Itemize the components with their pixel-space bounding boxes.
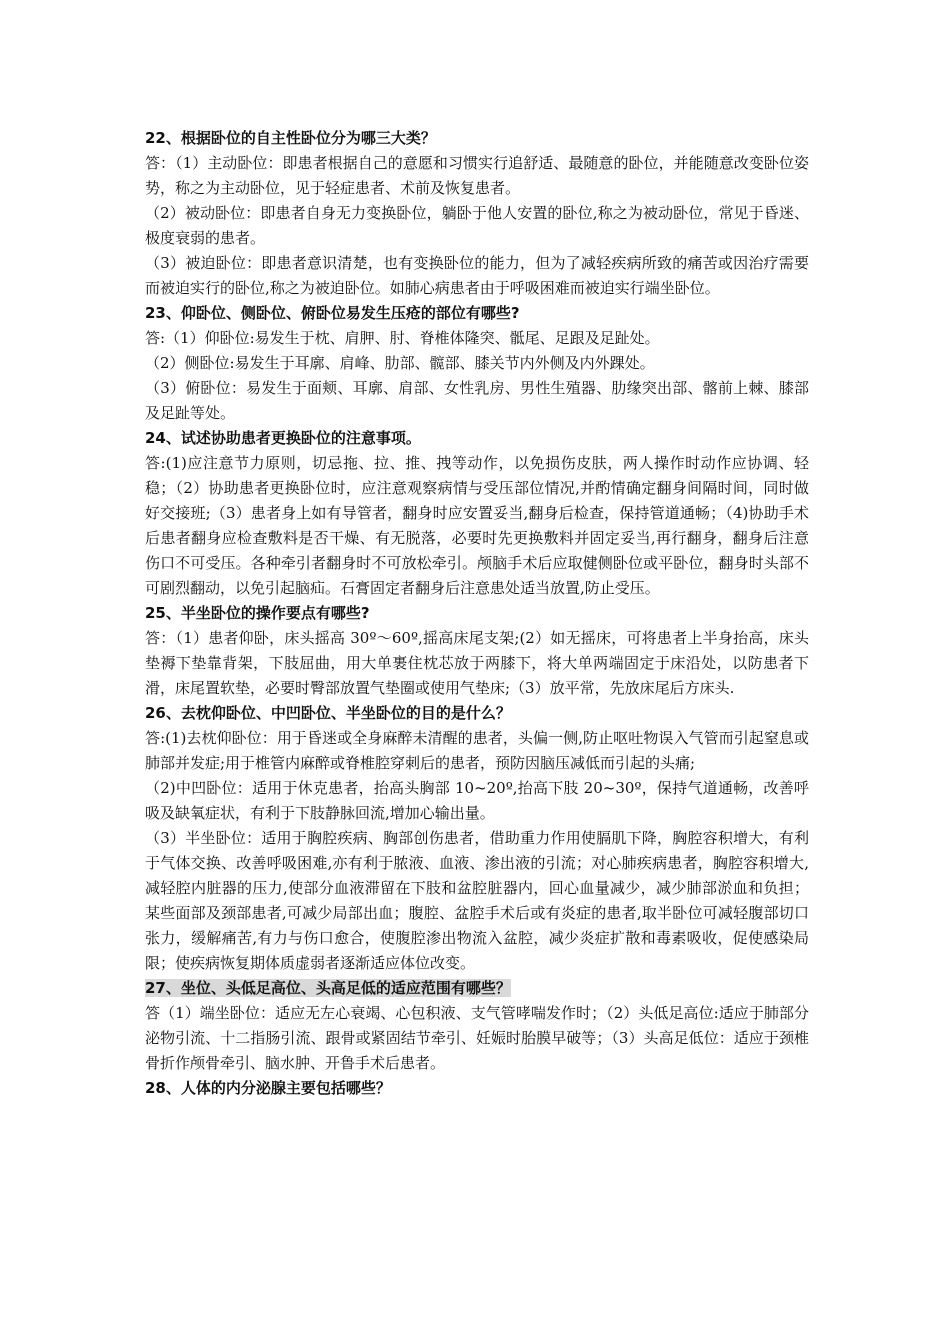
document-page [145, 126, 809, 1101]
answer-paragraph: （3）半坐卧位：适用于胸腔疾病、胸部创伤患者，借助重力作用使膈肌下降，胸腔容积增大，有利于气体交换、改善呼吸困难,亦有利于脓液、血液、渗出液的引流；对心肺疾病患者，胸腔容积增大,减轻腔内脏器的压力,使部分血液滞留在下肢和盆腔脏器内，回心血量减少，减少肺部淤血和负担；某些面部及颈部患者,可减少局部出血；腹腔、盆腔手术后或有炎症的患者,取半卧位可减轻腹部切口张力，缓解痛苦,有力与伤口愈合，使腹腔渗出物流入盆腔，减少炎症扩散和毒素吸收，促使感染局限；使疾病恢复期体质虚弱者逐渐适应体位改变。 [145, 829, 809, 972]
answer-paragraph: （2)中凹卧位：适用于休克患者，抬高头胸部 10~20º,抬高下肢 20~30º，保持气道通畅，改善呼吸及缺氧症状，有利于下肢静脉回流,增加心输出量。 [145, 779, 809, 822]
answer-paragraph: 答:(1)应注意节力原则，切忌拖、拉、推、拽等动作，以免损伤皮肤，两人操作时动作应协调、轻稳；（2）协助患者更换卧位时，应注意观察病情与受压部位情况,并酌情确定翻身间隔时间，同时做好交接班;（3）患者身上如有导管者，翻身时应安置妥当,翻身后检查，保持管道通畅；（4)协助手术后患者翻身应检查敷料是否干燥、有无脱落，必要时先更换敷料并固定妥当,再行翻身，翻身后注意伤口不可受压。各种牵引者翻身时不可放松牵引。颅脑手术后应取健侧卧位或平卧位，翻身时头部不可剧烈翻动，以免引起脑疝。石膏固定者翻身后注意患处适当放置,防止受压。 [145, 454, 809, 597]
question-28: 28、人体的内分泌腺主要包括哪些？ [145, 1079, 391, 1097]
answer-paragraph: （2）侧卧位:易发生于耳廓、肩峰、肋部、髋部、膝关节内外侧及内外踝处。 [145, 354, 655, 372]
answer-paragraph: 答:（1）仰卧位:易发生于枕、肩胛、肘、脊椎体隆突、骶尾、足跟及足趾处。 [145, 329, 660, 347]
question-24: 24、试述协助患者更换卧位的注意事项。 [145, 429, 421, 447]
answer-paragraph: 答：（1）患者仰卧，床头摇高 30º～60º,摇高床尾支架;(2）如无摇床，可将患者上半身抬高，床头垫褥下垫靠背架，下肢屈曲，用大单裹住枕芯放于两膝下，将大单两端固定于床沿处，以防患者下滑，床尾置软垫，必要时臀部放置气垫圈或使用气垫床;（3）放平常，先放床尾后方床头. [145, 629, 809, 697]
highlighted-question-text: 27、坐位、头低足高位、头高足低的适应范围有哪些？ [145, 979, 511, 997]
question-25: 25、半坐卧位的操作要点有哪些? [145, 604, 370, 622]
answer-paragraph: （3）俯卧位：易发生于面颊、耳廓、肩部、女性乳房、男性生殖器、肋缘突出部、髂前上棘、膝部及足趾等处。 [145, 379, 809, 422]
answer-paragraph: （2）被动卧位：即患者自身无力变换卧位，躺卧于他人安置的卧位,称之为被动卧位，常见于昏迷、极度衰弱的患者。 [145, 204, 809, 247]
answer-paragraph: 答:(1)去枕仰卧位：用于昏迷或全身麻醉未清醒的患者，头偏一侧,防止呕吐物误入气管而引起窒息或肺部并发症;用于椎管内麻醉或脊椎腔穿刺后的患者，预防因脑压减低而引起的头痛; [145, 729, 809, 772]
question-23: 23、仰卧位、侧卧位、俯卧位易发生压疮的部位有哪些? [145, 304, 520, 322]
answer-paragraph: 答（1）端坐卧位：适应无左心衰竭、心包积液、支气管哮喘发作时；（2）头低足高位:适应于肺部分泌物引流、十二指肠引流、跟骨或紧固结节牵引、妊娠时胎膜早破等；（3）头高足低位：适应于颈椎骨折作颅骨牵引、脑水肿、开鲁手术后患者。 [145, 1004, 809, 1072]
question-22: 22、根据卧位的自主性卧位分为哪三大类？ [145, 129, 436, 147]
question-27 [145, 976, 809, 1001]
answer-paragraph: 答：（1）主动卧位：即患者根据自己的意愿和习惯实行追舒适、最随意的卧位，并能随意改变卧位姿势，称之为主动卧位，见于轻症患者、术前及恢复患者。 [145, 154, 809, 197]
answer-paragraph: （3）被迫卧位：即患者意识清楚，也有变换卧位的能力，但为了减轻疾病所致的痛苦或因治疗需要而被迫实行的卧位,称之为被迫卧位。如肺心病患者由于呼吸困难而被迫实行端坐卧位。 [145, 254, 809, 297]
question-26: 26、去枕仰卧位、中凹卧位、半坐卧位的目的是什么？ [145, 704, 511, 722]
